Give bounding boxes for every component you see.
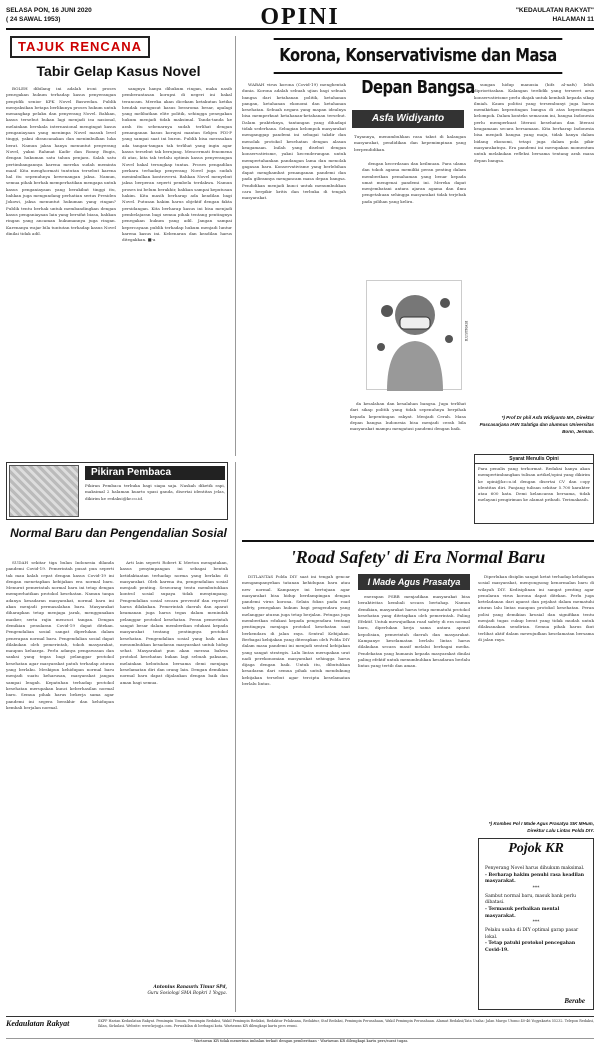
readers-tag: Pikiran Pembaca	[85, 466, 225, 480]
road-text-3: Diperlukan disiplin sangat ketat terhadap kehidupan sosial masyarakat, menyongsong kenormalan baru di wilayah DIY. Kedisiplinan ini sangat penting agar penularan virus korona dapat ditekan. Perlu juga keteladanan dari aparat dan pejabat dalam mematuhi aturan lalu lintas maupun protokol kesehatan. Peran polisi yang demikian krusial dan signifikan tentu menjadi tugas cukup berat yang tidak mudah untuk dilaksanakan sendirian. Semua pihak harus ikut terlibat aktif dalam mewujudkan keselamatan bersama di jalan raya.	[478, 574, 594, 642]
readers-author-name: Antonius Ranaurix Timur SPd,	[153, 985, 227, 990]
feature-author: Asfa Widiyanto	[352, 110, 464, 128]
road-author: I Made Agus Prasatya	[358, 574, 470, 590]
pojok-kr-box	[478, 838, 594, 1010]
readers-col-2	[120, 560, 228, 980]
pojok-title: Pojok KR	[508, 841, 564, 856]
newspaper-logo: Kedaulatan Rakyat	[6, 1019, 70, 1028]
page-number: HALAMAN 11	[552, 16, 594, 23]
editorial-tag: TAJUK RENCANA	[10, 36, 150, 58]
road-text-2: enerapan PSBB menjadikan masyarakat bisa beraktivitas kembali secara bertahap. Namun demikian, masyarakat harus tetap mematuhi protokol kesehatan yang ditetapkan oleh pemerintah. Paling Efektif. Untuk mewujudkan road safety di era normal baru, diperlukan kerja sama antara aparat kepolisian, pemerintah daerah dan masyarakat. Kampanye keselamatan berlalu lintas harus dilakukan secara masif melalui berbagai media. Pendekatan yang humanis kepada masyarakat dinilai paling efektif untuk menumbuhkan kesadaran berlalu lintas yang tertib dan aman.	[358, 594, 470, 669]
pojok-answer: - Berharap hakim penuhi rasa keadilan masyarakat.	[485, 872, 585, 885]
pojok-answer: - Termasuk perbaikan mental masyarakat.	[485, 906, 560, 919]
feature-col-2	[362, 161, 466, 276]
edition-text: ( 24 SAWAL 1953)	[6, 16, 61, 23]
feature-col-2b	[350, 401, 466, 526]
pojok-separator: ***	[532, 885, 540, 891]
readers-opinion	[6, 462, 236, 1012]
road-col-3	[478, 574, 594, 818]
pojok-signature: Berabe	[564, 997, 585, 1005]
road-col-1	[242, 574, 350, 1004]
feature-col-1	[242, 82, 346, 526]
masthead	[6, 4, 594, 30]
readers-header	[6, 462, 228, 520]
writing-terms-title: Syarat Menulis Opini	[475, 455, 593, 464]
feature-title: Korona, Konservativisme dan Masa Depan Bangsa	[274, 38, 563, 74]
road-text-1: DITLANTAS Polda DIY saat ini tengah gencar mengampanyekan tatanan kehidupan baru atau new normal. Kampanye ini bertujuan agar masyarakat bisa hidup berdampingan dengan pandemi virus korona. Selain fokus pada road safety, penegakan hukum bagi pengendara yang melanggar aturan juga tetap berjalan. Petugas juga memberikan edukasi kepada pengendara tentang pentingnya menjaga protokol kesehatan saat berkendara di jalan raya. Sentral Kebijakan. Berbagai kebijakan yang diterapkan oleh Polda DIY dalam masa pandemi ini menjadi sentral kebijakan yang sangat strategis. Lalu lintas merupakan urat nadi perekonomian masyarakat sehingga harus dijaga dengan baik. Untuk itu, dibutuhkan kesadaran dari semua pihak untuk mendukung kebijakan tersebut agar tercipta keselamatan berlalu lintas.	[242, 574, 350, 687]
pojok-question: Sambut normal baru, masuk bank perlu dibatasi.	[485, 893, 577, 906]
impressum-text: SKPP Harian Kedaulatan Rakyat. Pemimpin Umum, Pemimpin Redaksi, Wakil Pemimpin Redaksi, Redaktur Pelaksana, Redaktur, Staf Redaksi, Pemimpin Perusahaan, Wakil Pemimpin Perusahaan. Alamat Redaksi/Tata Usaha: Jalan Margo Utomo 40-46 Yogyakarta 55232. Telepon Redaksi, Iklan, Sirkulasi. Website: www.krjogja.com. Perwakilan di berbagai kota. Wartawan KR dilengkapi kartu pers resmi.	[98, 1019, 594, 1028]
masked-person-illustration	[367, 281, 463, 391]
readers-title: Normal Baru dan Pengendalian Sosial	[10, 526, 227, 540]
masthead-page	[516, 6, 594, 24]
readers-note: Pikiran Pembaca terbuka bagi siapa saja. Naskah diketik rapi, maksimal 2 halaman kuarto spasi ganda, disertai identitas jelas, dikirim ke redaksi@kr.co.id.	[85, 483, 225, 501]
paper-name: "KEDAULATAN RAKYAT"	[515, 7, 594, 14]
pojok-answer: - Tetap patuhi protokol pencegahan Covid-19.	[485, 941, 576, 953]
editorial-col-1	[6, 86, 116, 452]
illustration-caption: ILUSTRASI	[464, 320, 469, 342]
editorial-title: Tabir Gelap Kasus Novel	[36, 63, 201, 79]
section-title: OPINI	[260, 4, 340, 30]
feature-illustration	[366, 280, 469, 390]
feature-lead: Tuyannya, menumbuhkan rasa takut di kalangan masyarakat, pendidikan dan kepemimpinan yang berpendidikan.	[354, 134, 466, 152]
road-bio: *) Kombes Pol I Made Agus Prasatya SIK MHum, Direktur Lalu Lintas Polda DIY.	[488, 821, 594, 833]
editorial-col-2	[122, 86, 232, 452]
pojok-question: Pelaku usaha di DIY optimal garap pasar lokal.	[485, 928, 579, 940]
feature-text-3: sungan hidup manusia (hifz al-nafs) lebih diprioritaskan. Kalangan terdidik yang terseret arus konservativisme perlu diajak untuk kembali kepada sikap ilmiah. Kaum politisi yang tersembunyi juga harus memikirkan kepentingan bangsa di atas kepentingan kelompok. Dalam konteks semacam ini, bangsa Indonesia perlu memperkuat literasi kesehatan dan literasi keagamaan secara bersamaan. Kita berharap Indonesia bisa menjadi bangsa yang maju, tidak hanya dalam bidang ekonomi, tetapi juga dalam pola pikir masyarakatnya. Era pandemi ini merupakan momentum untuk melakukan refleksi bersama tentang arah masa depan bangsa.	[474, 82, 594, 163]
pojok-items	[485, 863, 587, 955]
pojok-separator: ***	[532, 920, 540, 926]
readers-author	[121, 985, 227, 998]
readers-col-1	[6, 560, 114, 1008]
readers-photo	[9, 465, 79, 517]
road-safety-article	[242, 540, 594, 1010]
feature-text-2b: da kesalahan dan kesalahan bangsa. Juga terlihat dari sikap politik yang tidak sepenuhnya berpihak kepada kepentingan rakyat. Menjadi Cerah. Masa depan bangsa Indonesia bisa menjadi cerah bila masyarakat mampu mengatasi pandemi dengan baik.	[350, 401, 466, 432]
date-text: SELASA PON, 16 JUNI 2020	[6, 7, 92, 14]
feature-text-2: dengan kecerdasan dan keilmuan. Para ulama dan tokoh agama memiliki peran penting dalam memberikan pemahaman yang benar kepada umat mengenai pandemi ini. Mereka dapat menjembatani antara ajaran agama dan ilmu pengetahuan sehingga masyarakat tidak terjebak pada pilihan yang keliru.	[362, 161, 466, 204]
impressum-footer: - Wartawan KR tidak menerima imbalan terkait dengan pemberitaan - Wartawan KR dilengkapi kartu pers/surat tugas.	[6, 1038, 594, 1044]
road-col-2	[358, 594, 470, 1004]
feature-text-1: WABAH virus korona (Covid-19) menghentak dunia. Korona adalah sebuah ujian bagi sebuah bangsa dari ketahanan politik, ketahanan pangan, ketahanan ekonomi dan ketahanan kesehatan. Sebuah negara yang mapan idealnya bisa memperkuat ketahanan-ketahanan tersebut. Dalam prakteknya, tantangan yang dihadapi tidak sederhana. Sebagian kelompok masyarakat menganggap pandemi ini sebagai takdir dan menolak protokol kesehatan dengan alasan keagamaan. Inilah yang disebut dengan konservativisme, yakni kecenderungan untuk mempertahankan pandangan lama dan menolak gagasan baru. Konservativisme yang berlebihan dapat menghambat penanganan pandemi dan pada gilirannya mengancam masa depan bangsa. Pendidikan menjadi kunci untuk menumbuhkan cara berpikir kritis dan terbuka di tengah masyarakat.	[242, 82, 346, 201]
editorial-text-1: BOLEH dibilang ini adalah ironi proses penegakan hukum terhadap kasus penyerangan penyidik senior KPK Novel Baswedan. Publik menyaksikan betapa berlikunya proses hukum untuk menangkap pelaku dan penyerang Novel. Bahkan, kasus tersebut bukan lagi menjadi isu nasional, melainkan berskala internasional mengingat kasus penganiayaan yang menimpa Novel masuk level tinggi, yakni dirancanakan dan menimbulkan luka berat. Namun jaksa hanya menuntut penyerang Novel, yakni Rahmat Kadir dan Ronny Bugis, dengan hukuman satu tahun penjara. Salah satu pertimbangannya karena mereka sudah meminta maaf. Kita menghormati tuntutan tersebut karena hal itu sepenuhnya kewenangan jaksa. Namun, semua pihak berhak memperhatikan mengapa untuk kasus penganiayaan yang berakibat tinggi itu, bahkan juga mengundang perhatian serius Presiden Jokowi, jaksa menuntut hukuman yang ringan? Publik tentu berhak untuk membandingkan dengan kasus penganiayaan lain yang bersifat biasa, bahkan ringan yang ancaman hukumannya juga ringan. Karenanya wajar bila tuntutan terhadap kasus Novel dinilai tidak adil.	[6, 86, 117, 236]
feature-article	[242, 36, 594, 536]
feature-bio: *) Prof Dr phil Asfa Widiyanto MA, Direktur Pascasarjana IAIN Salatiga dan alumnus Universitas Bonn, Jerman.	[479, 415, 594, 434]
road-title: 'Road Safety' di Era Normal Baru	[290, 547, 546, 567]
pojok-question: Penyerang Novel harus dihukum maksimal.	[485, 866, 585, 871]
readers-text-1: SUDAH sekitar tiga bulan Indonesia dilanda pandemi Covid-19. Pemerintah pusat pun seperti tak mau kalah cepat dengan kasus Covid-19 ini dengan menetapkan kebijakan era normal baru. Menurut pemerintah normal baru ini tetap dengan memperhatikan protokol kesehatan. Namun tanpa adanya kesadaran masyarakat, normal baru ini akan menjadi permasalahan baru. Masyarakat diharapkan tetap menjaga jarak, menggunakan masker, serta rajin mencuci tangan. Dengan demikian penularan Covid-19 dapat ditekan. Pengendalian sosial sangat diperlukan dalam penerapan normal baru. Pengendalian sosial dapat dilakukan oleh pemerintah, tokoh masyarakat, maupun keluarga. Perlu adanya pengawasan dan sanksi yang tegas bagi pelanggar protokol kesehatan agar masyarakat patuh terhadap aturan yang berlaku. Meskipun kehidupan normal baru menjadi suatu keharusan, masyarakat jangan sampai lengah. Kepatuhan terhadap protokol kesehatan merupakan kunci keberhasilan normal baru. Semua pihak harus bekerja sama agar pandemi ini segera berakhir dan kehidupan kembali berjalan normal.	[6, 560, 114, 710]
editorial-text-2: sangnya hanya dihukum ringan, maka nasib pemberantasan korupsi di negeri ini bakal terancam. Mereka akan dicekam ketakutan ketika hendak mengusut kasus beraroma besar, apalagi yang melibatkan elite politik, sehingga penegakan hukum menjadi tidak maksimal. Tanda-tanda ke arah itu sebenarnya sudah terlihat dengan penanganan kasus korupsi mantan Sekjen PDI-P yang sampai saat ini buron. Publik bisa merasakan ada tangan-tangan tak terlihat yang ingin agar kasus tersebut tak berujung. Mencermati fenomena di atas, kita tak terlalu optimis kasus penyerangan Novel bakal terungkap tuntas. Proses pengadilan perkara terhadap penyerang Novel juga sudah menimbulkan kontroversi. Bahkan Novel menyebut jaksa berperan seperti pembela terdakwa. Namun proses ini belum berakhir, bahkan sampai keputusan hakim. Kita masih berharap ada keadilan bagi Novel. Putusan hakim harus objektif dengan fakta persidangan. Kita berharap kasus ini bisa menjadi pembelajaran bagi semua pihak tentang pentingnya penegakan hukum yang adil. Jangan sampai kepercayaan publik terhadap hukum menjadi luntur karena kasus ini. Kebenaran dan keadilan harus ditegakkan. ■-a	[122, 86, 232, 243]
readers-author-role: Guru Sosiologi SMA Bopkri 1 Yogya.	[147, 991, 227, 997]
writing-terms-text: Para penulis yang terhormat. Redaksi hanya akan mempertimbangkan tulisan artikel/opini yang dikirim ke opini@kr.co.id dengan disertai CV dan copy identitas diri. Panjang tulisan sekitar 5.700 karakter atau 600 kata. Demi kelancaran bersama, tidak melayani pengiriman ke alamat pribadi. Terimakasih.	[478, 466, 590, 503]
editorial	[6, 36, 236, 456]
feature-col-3	[474, 82, 594, 412]
impressum	[6, 1016, 594, 1044]
readers-text-2: Arti lain seperti Robert K Merton mengatakan, kasus penyimpangan ini sebagai bentuk ketidaktaatan terhadap norma yang berlaku di masyarakat. Oleh karena itu, pengendalian sosial menjadi penting. Seseorang tentu membutuhkan kontrol sosial supaya tidak menyimpang. Pengendalian sosial secara preventif dan represif harus dilakukan. Pemerintah daerah dan aparat keamanan juga harus tegas dalam menindak pelanggar protokol kesehatan. Peran pemerintah sangat besar dalam memberikan edukasi kepada masyarakat tentang pentingnya protokol kesehatan. Pengendalian sosial yang baik akan menumbuhkan kesadaran masyarakat untuk hidup sehat. Masyarakat pun akan merasa bahwa protokol kesehatan bukan lagi sebuah paksaan, melainkan kebutuhan bersama demi menjaga keselamatan diri dan orang lain. Dengan demikian normal baru dapat dijalankan dengan baik dan aman bagi semua.	[120, 560, 228, 685]
writing-terms-box	[474, 454, 594, 524]
